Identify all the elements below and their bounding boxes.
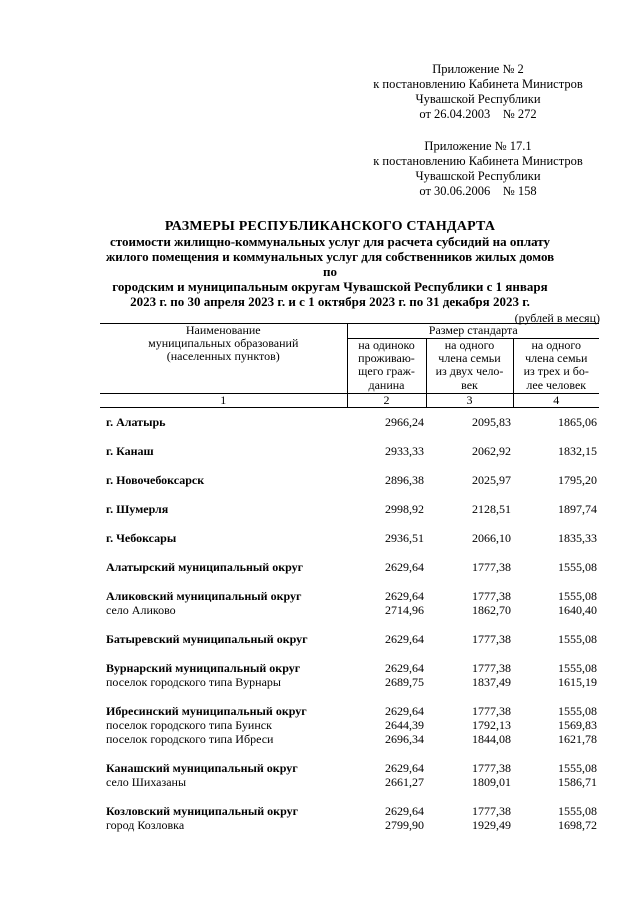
appendix-1-line-1: Приложение № 2: [432, 62, 524, 76]
title-line-3: жилого помещения и коммунальных услуг для собственников жилых домов по: [105, 249, 555, 279]
value-single: 2998,92: [385, 502, 424, 517]
value-two-person: 2025,97: [472, 473, 511, 488]
header-col3-line-2: члена семьи: [438, 351, 501, 366]
value-three-plus: 1897,74: [558, 502, 598, 517]
municipality-name: г. Новочебоксарск: [106, 473, 205, 488]
municipality-name: поселок городского типа Вурнары: [106, 675, 281, 690]
title-line-5: 2023 г. по 30 апреля 2023 г. и с 1 октября 2023 г. по 31 декабря 2023 г.: [130, 294, 530, 309]
table-spacer-row: [100, 746, 599, 761]
value-single: 2714,96: [385, 603, 424, 618]
header-col3-line-4: век: [461, 377, 478, 392]
header-col4-line-2: члена семьи: [525, 351, 588, 366]
table-row: [100, 804, 599, 818]
header-group-cell: Размер стандарта: [347, 324, 599, 339]
table-row: [100, 661, 599, 675]
value-three-plus: 1555,08: [558, 804, 598, 819]
table-spacer-row: [100, 574, 599, 589]
header-num-4: 4: [513, 393, 599, 407]
header-col4-line-3: из трех и бо-: [523, 364, 589, 379]
municipality-name: поселок городского типа Буинск: [106, 718, 272, 733]
value-three-plus: 1569,83: [558, 718, 598, 733]
value-two-person: 2062,92: [472, 444, 511, 459]
title-line-4: городским и муниципальным округам Чувашской Республики с 1 января: [112, 279, 548, 294]
appendix-1-line-2: к постановлению Кабинета Министров: [373, 77, 583, 91]
header-col3-line-1: на одного: [444, 338, 495, 352]
header-row-1: [100, 324, 599, 339]
value-single: 2629,64: [385, 632, 424, 647]
appendix-2-line-4: от 30.06.2006 № 158: [419, 184, 537, 198]
value-three-plus: 1586,71: [558, 775, 598, 790]
table-spacer-row: [100, 545, 599, 560]
value-two-person: 1777,38: [472, 632, 511, 647]
header-name-line-2: муниципальных образований: [148, 336, 299, 351]
value-three-plus: 1795,20: [558, 473, 598, 488]
table-row: [100, 603, 599, 617]
table-row: [100, 502, 599, 516]
value-three-plus: 1555,08: [558, 704, 598, 719]
value-two-person: 1777,38: [472, 704, 511, 719]
appendix-2-line-2: к постановлению Кабинета Министров: [373, 154, 583, 168]
table-row: [100, 444, 599, 458]
value-single: 2644,39: [385, 718, 424, 733]
header-col-single: [347, 339, 426, 394]
municipality-name: г. Алатырь: [106, 415, 166, 430]
header-col2-line-4: данина: [368, 377, 405, 392]
table-row: [100, 718, 599, 732]
title-main: РАЗМЕРЫ РЕСПУБЛИКАНСКОГО СТАНДАРТА: [164, 219, 496, 234]
header-numbers-row: [100, 393, 599, 407]
table-row: [100, 531, 599, 545]
value-single: 2799,90: [385, 818, 424, 833]
value-three-plus: 1832,15: [558, 444, 598, 459]
value-single: 2629,64: [385, 589, 424, 604]
municipality-name: город Козловка: [106, 818, 185, 833]
header-col4-line-4: лее человек: [526, 377, 587, 392]
table-spacer-row: [100, 646, 599, 661]
value-three-plus: 1865,06: [558, 415, 598, 430]
table-row: [100, 473, 599, 487]
header-col-three: [513, 339, 599, 394]
table-row: [100, 589, 599, 603]
value-two-person: 1777,38: [472, 589, 511, 604]
table-spacer-row: [100, 789, 599, 804]
municipality-name: г. Шумерля: [106, 502, 169, 517]
value-single: 2629,64: [385, 761, 424, 776]
value-two-person: 1777,38: [472, 804, 511, 819]
table-row: [100, 818, 599, 832]
value-two-person: 1844,08: [472, 732, 511, 747]
header-num-3: 3: [426, 393, 513, 407]
table-body: [100, 408, 599, 833]
municipality-name: Вурнарский муниципальный округ: [106, 661, 301, 676]
value-three-plus: 1615,19: [558, 675, 598, 690]
value-three-plus: 1835,33: [558, 531, 598, 546]
table-row: [100, 675, 599, 689]
municipality-name: Алатырский муниципальный округ: [106, 560, 304, 575]
value-three-plus: 1555,08: [558, 632, 598, 647]
municipality-name: Канашский муниципальный округ: [106, 761, 298, 776]
header-col2-line-2: проживаю-: [358, 351, 415, 366]
municipality-name: г. Канаш: [106, 444, 154, 459]
title-line-2: стоимости жилищно-коммунальных услуг для расчета субсидий на оплату: [110, 234, 550, 249]
municipality-name: Аликовский муниципальный округ: [106, 589, 302, 604]
table-row: [100, 560, 599, 574]
value-single: 2689,75: [385, 675, 424, 690]
table-spacer-row: [100, 689, 599, 704]
value-two-person: 1777,38: [472, 761, 511, 776]
value-two-person: 1777,38: [472, 661, 511, 676]
value-two-person: 1929,49: [472, 818, 511, 833]
value-single: 2629,64: [385, 804, 424, 819]
value-three-plus: 1621,78: [558, 732, 598, 747]
table-row: [100, 761, 599, 775]
header-col4-line-1: на одного: [531, 338, 582, 352]
table-row: [100, 704, 599, 718]
header-name-cell: [100, 324, 347, 394]
header-col2-line-3: щего граж-: [358, 364, 415, 379]
value-single: 2696,34: [385, 732, 424, 747]
value-single: 2936,51: [385, 531, 424, 546]
value-three-plus: 1640,40: [558, 603, 598, 618]
value-three-plus: 1698,72: [558, 818, 598, 833]
document-title: [100, 219, 560, 309]
value-single: 2629,64: [385, 661, 424, 676]
value-two-person: 2095,83: [472, 415, 511, 430]
value-single: 2629,64: [385, 704, 424, 719]
value-single: 2966,24: [385, 415, 424, 430]
value-two-person: 2066,10: [472, 531, 511, 546]
table-row: [100, 415, 599, 429]
appendix-2-line-1: Приложение № 17.1: [424, 139, 532, 153]
value-three-plus: 1555,08: [558, 560, 598, 575]
table-row: [100, 732, 599, 746]
municipality-name: Ибресинский муниципальный округ: [106, 704, 307, 719]
header-name-line-3: (населенных пунктов): [166, 349, 280, 364]
value-two-person: 1862,70: [472, 603, 511, 618]
municipality-name: село Аликово: [106, 603, 176, 618]
value-two-person: 1809,01: [472, 775, 511, 790]
value-single: 2629,64: [385, 560, 424, 575]
value-single: 2896,38: [385, 473, 424, 488]
table-row: [100, 775, 599, 789]
table-header: [100, 324, 599, 408]
header-num-1: 1: [100, 393, 347, 407]
table-spacer-row: [100, 617, 599, 632]
table-spacer-row: [100, 429, 599, 444]
value-three-plus: 1555,08: [558, 661, 598, 676]
value-single: 2661,27: [385, 775, 424, 790]
municipality-name: Козловский муниципальный округ: [106, 804, 299, 819]
value-two-person: 1792,13: [472, 718, 511, 733]
table-top-spacer: [100, 408, 599, 416]
header-name-line-1: Наименование: [185, 323, 261, 337]
appendix-block-1: [358, 62, 598, 122]
appendix-1-line-3: Чувашской Республики: [415, 92, 541, 106]
value-two-person: 1837,49: [472, 675, 511, 690]
municipality-name: г. Чебоксары: [106, 531, 177, 546]
header-col3-line-3: из двух чело-: [435, 364, 504, 379]
value-two-person: 1777,38: [472, 560, 511, 575]
header-col2-line-1: на одиноко: [358, 338, 415, 352]
standards-table: [100, 323, 599, 832]
header-col-two: [426, 339, 513, 394]
municipality-name: село Шихазаны: [106, 775, 187, 790]
header-num-2: 2: [347, 393, 426, 407]
value-three-plus: 1555,08: [558, 761, 598, 776]
table-spacer-row: [100, 516, 599, 531]
value-single: 2933,33: [385, 444, 424, 459]
appendix-block-2: [358, 139, 598, 199]
appendix-1-line-4: от 26.04.2003 № 272: [419, 107, 537, 121]
table-spacer-row: [100, 487, 599, 502]
table-row: [100, 632, 599, 646]
units-label: (рублей в месяц): [514, 311, 600, 325]
table-spacer-row: [100, 458, 599, 473]
municipality-name: поселок городского типа Ибреси: [106, 732, 274, 747]
municipality-name: Батыревский муниципальный округ: [106, 632, 308, 647]
value-three-plus: 1555,08: [558, 589, 598, 604]
value-two-person: 2128,51: [472, 502, 511, 517]
appendix-2-line-3: Чувашской Республики: [415, 169, 541, 183]
